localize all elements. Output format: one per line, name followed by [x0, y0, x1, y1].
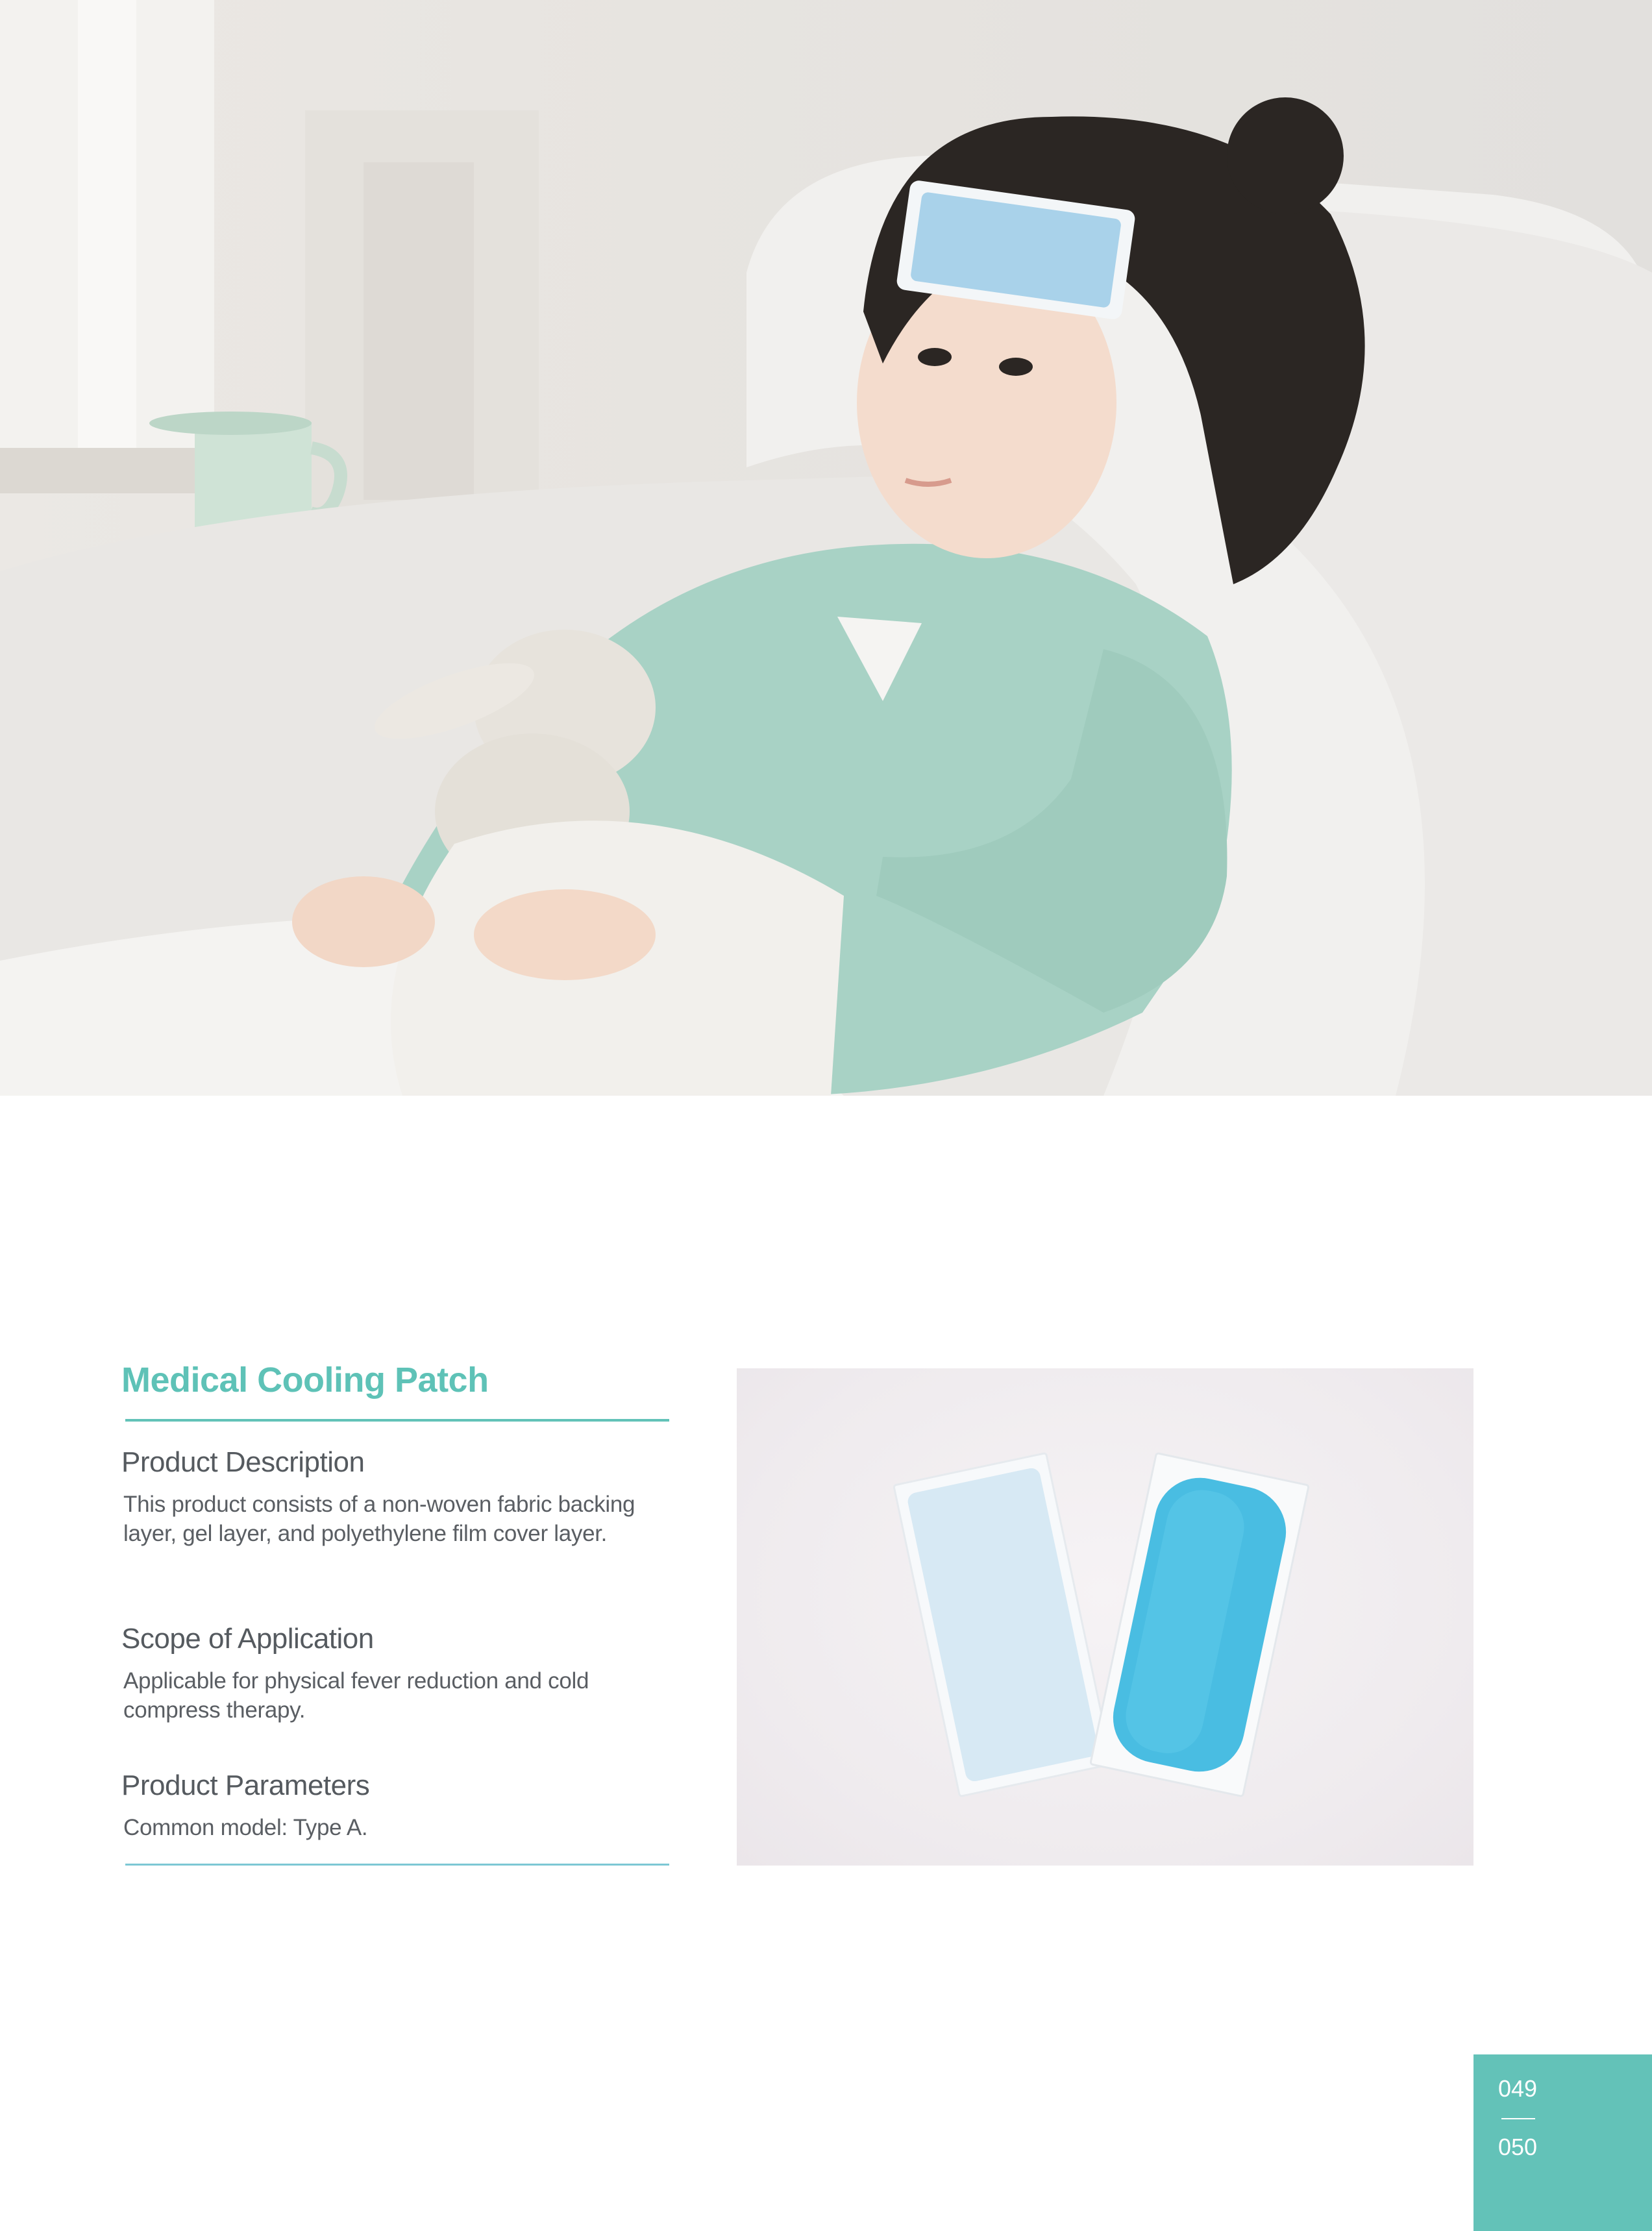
page-number-divider	[1501, 2118, 1535, 2119]
product-title: Medical Cooling Patch	[121, 1361, 489, 1399]
cooling-patches-illustration	[737, 1368, 1473, 1866]
section-text-description: This product consists of a non-woven fabric backing layer, gel layer, and polyethylene film cover layer.	[123, 1492, 635, 1546]
page-number-next: 050	[1498, 2134, 1538, 2160]
section-heading-scope: Scope of Application	[121, 1623, 374, 1655]
hero-illustration	[0, 0, 1652, 1096]
section-text-parameters: Common model: Type A.	[123, 1815, 368, 1840]
page-number-box	[1473, 2054, 1652, 2231]
bottom-divider	[125, 1864, 669, 1866]
title-divider	[125, 1419, 669, 1422]
hero-photo	[0, 0, 1652, 1096]
page-number-current: 049	[1498, 2075, 1538, 2102]
section-text-scope: Applicable for physical fever reduction and cold compress therapy.	[123, 1668, 589, 1723]
section-heading-description: Product Description	[121, 1446, 365, 1478]
section-heading-parameters: Product Parameters	[121, 1769, 370, 1801]
product-photo	[737, 1368, 1473, 1866]
